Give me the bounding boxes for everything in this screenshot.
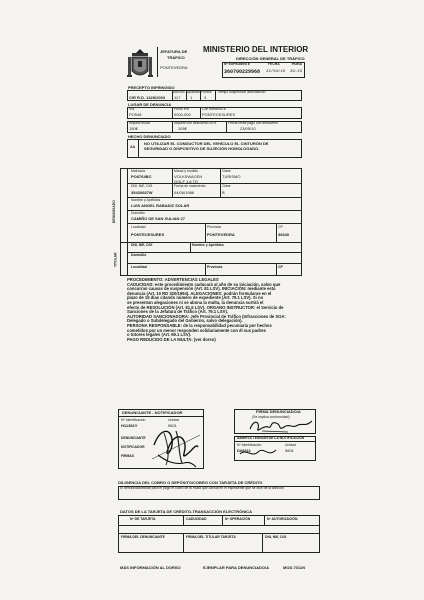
owner-name-label: Nombre y Apellidos — [192, 243, 224, 247]
signature-note: (Se implica conformidad) — [252, 415, 290, 419]
org-line-1: JEFATURA DE — [160, 49, 188, 54]
owner-id-label: DNI, NIE, DOI — [131, 243, 153, 247]
ministry-title: MINISTERIO DEL INTERIOR — [203, 45, 309, 54]
procedure-line: PROCEDIMIENTO: ADVERTENCIAS LEGALES — [127, 277, 219, 282]
org-city: PONTEVEDRA — [160, 65, 188, 70]
driver-zip-label: CP — [278, 225, 283, 229]
birth-value: 04/06/1986 — [174, 190, 195, 195]
header-divider — [157, 47, 158, 77]
vehicle-class-label: Clase — [222, 169, 231, 173]
procedure-line: Delegado o Subdelegado del Gobierno, salvo delegación). — [127, 318, 243, 324]
pending-id-value: D68811 — [237, 448, 251, 453]
fact-title: HECHO DENUNCIADO — [128, 134, 171, 139]
procedure-line: PERSONA RESPONSABLE: de la responsabilidad pecuniaria por hechos — [127, 322, 272, 328]
deposit-note: El denunciado/titular para el pago el cobro de la multa que consta en el expediente que se dice de la sanción — [120, 486, 284, 490]
fact-text-2: SEGURIDAD O DISPOSITIVO DE SUJECIÓN HOMOLOGADO. — [144, 146, 260, 151]
road-value: PO548 — [129, 112, 142, 117]
notifier-unit-label: Unidad — [168, 418, 179, 422]
pending-unit-value: 5601 — [285, 448, 294, 453]
driver-address-value: CAMIÑO DE SAN XULIAN 27 — [131, 216, 186, 221]
card-id-label: DNI, NIE, DOI — [265, 535, 287, 539]
make-label: Marca y modelo — [174, 169, 199, 173]
procedure-line: plazo de 15 días citando número de expediente (Art. 79.1 LSV). Si no — [127, 295, 264, 301]
direction-value: PONTECESURES — [202, 112, 236, 117]
precept-code: CIR R.D. 1428/2003 — [129, 95, 166, 100]
article-value: 117 — [174, 95, 181, 100]
section-label: Apartado — [187, 90, 201, 94]
procedure-line: cometidos por un menor responden solidariamente con él sus padres — [127, 327, 266, 333]
section-value: 1 — [190, 95, 193, 100]
procedure-line: efecto de RESOLUCIÓN (Art. 81.5 LSV). ORGANO INSTRUCTOR: el Servicio de — [127, 304, 284, 310]
auth-label: Nº AUTORIZACIÓN — [267, 517, 298, 521]
amount-label: Importe multa — [129, 121, 150, 125]
signatures-label: FIRMAS — [121, 454, 134, 458]
notifier-id-label: Nº Identificación — [121, 418, 146, 422]
footer-right: MOD.7011N — [283, 565, 306, 570]
road-label: Vía — [129, 107, 135, 111]
complainant-label: DENUNCIANTE — [121, 436, 146, 440]
plate-label: Matrícula — [131, 169, 145, 173]
directorate: DIRECCIÓN GENERAL DE TRÁFICO — [236, 56, 305, 61]
owner-address-label: Domicilio — [131, 253, 147, 257]
operation-label: Nº OPERACIÓN — [225, 517, 251, 521]
holder-sign-label: FIRMA DEL TITULAR TARJETA — [186, 535, 236, 539]
pending-id-label: Nº Identificación — [237, 443, 262, 447]
procedure-line: CADUCIDAD: este procedimiento caducará al año de su iniciación, salvo que — [127, 281, 281, 287]
deadline-label: Fecha límite pago con descuento — [228, 121, 278, 125]
article-label: Artículo — [173, 90, 185, 94]
license-class-value: B — [222, 190, 225, 195]
driver-name-label: Nombre y Apellidos — [131, 198, 161, 202]
driver-address-label: Domicilio — [131, 211, 145, 215]
card-no-label: Nº DE TARJETA — [130, 517, 156, 521]
deposit-title: DILIGENCIA DEL COBRO O DEPÓSITO/COBRO CON TARJETA DE CRÉDITO — [118, 480, 263, 485]
card-title: DATOS DE LA TARJETA DE CRÉDITO-TRANSACCIÓN ELECTRÓNICA — [120, 509, 253, 514]
make-value: VOLKSWAGEN — [174, 174, 203, 179]
discount-value: 105€ — [178, 126, 187, 131]
footer-center: EJEMPLAR PARA DENUNCIADO/A — [203, 565, 270, 570]
signature-title: FIRMA DENUNCIADO/A — [256, 409, 301, 414]
procedure-line: Sanciones de la Jefatura de Tráfico (Art. 79.1 LSV). — [127, 309, 228, 315]
driver-province-value: PONTEVEDRA — [207, 232, 235, 237]
procedure-line: concurran causas de suspensión (Art. 81 LSV). INICIACIÓN: mediante esta — [127, 286, 276, 292]
driver-id-label: DNI, NIE, DOI — [131, 184, 153, 188]
driver-city-label: Localidad — [131, 225, 146, 229]
model-value: GOLF 1.6 TD — [174, 179, 198, 184]
driver-city-value: PONTECESURES — [131, 232, 165, 237]
driver-section-label: DENUNCIADO — [111, 200, 116, 224]
km-value: 0000,000 — [174, 112, 191, 117]
place-title: LUGAR DE DENUNCIA — [128, 102, 172, 107]
suspension-label: Tiempo suspensión autorización — [217, 90, 266, 94]
fact-code: 2A — [130, 144, 136, 149]
coat-of-arms-logo — [126, 47, 154, 83]
file-no: 360700229968 — [224, 69, 261, 75]
driver-name-value: LUIS ANGEL RABADIZ SOLAR — [131, 203, 190, 208]
complainant-sign-label: FIRMA DEL DENUNCIANTE — [121, 535, 165, 539]
plate-value: PO8764BC — [131, 174, 152, 179]
time-label: HORA — [292, 62, 302, 66]
driver-id-value: 35430687W — [131, 190, 153, 195]
vehicle-class-value: TURISMO — [222, 174, 241, 179]
fact-text-1: NO UTILIZAR EL CONDUCTOR DEL VEHÍCULO EL CINTURÓN DE — [144, 141, 269, 146]
owner-section-label: TITULAR — [113, 252, 118, 267]
time-value: 29:23 — [290, 70, 303, 74]
notifier-signature — [150, 425, 202, 469]
driver-province-label: Provincia — [207, 225, 221, 229]
owner-city-label: Localidad — [131, 265, 147, 269]
deadline-value: 23/05/10 — [240, 126, 256, 131]
points-label: Puntos — [201, 90, 212, 94]
file-no-label: Nº EXPEDIENTE — [224, 62, 251, 66]
direction-label: Con dirección a — [202, 107, 226, 111]
org-line-2: TRÁFICO — [167, 55, 185, 60]
owner-zip-label: CP — [278, 265, 283, 269]
notifier-unit-value: 5601 — [168, 423, 177, 428]
accused-signature — [248, 417, 314, 435]
owner-province-label: Provincia — [207, 265, 223, 269]
amount-value: 150€ — [129, 126, 138, 131]
precept-title: PRECEPTO INFRINGIDO — [128, 85, 175, 90]
date-value: 22/04/10 — [266, 70, 286, 74]
points-value: 3 — [204, 95, 207, 100]
procedure-line: se presentan alegaciones ni se abona la multa, la denuncia surtirá el — [127, 299, 264, 305]
footer-left: MÁS INFORMACIÓN AL DORSO — [120, 565, 181, 570]
expiry-label: CADUCIDAD — [186, 517, 207, 521]
pending-unit-label: Unidad — [285, 443, 296, 447]
procedure-line: AUTORIDAD SANCIONADORA: Jefe Provincial de Tráfico (Infracciones de SOA: — [127, 313, 286, 319]
procedure-line: PAGO REDUCIDO DE LA MULTA: (ver dorso) — [127, 336, 216, 342]
procedure-text — [127, 278, 302, 342]
birth-label: Fecha de nacimiento — [174, 184, 206, 188]
procedure-line: denuncia (Art. 10 RD 320/1994). ALEGACIONES: podrán formularse en el — [127, 290, 272, 296]
notifier-title: DENUNCIANTE - NOTIFICADOR — [122, 410, 183, 415]
pending-title: ABIERTA TENSIÓN DE LA NOTIFICACIÓN — [237, 436, 305, 440]
notifier-label: NOTIFICADOR — [121, 445, 145, 449]
discount-label: Importe con descuento 30% — [174, 121, 217, 125]
procedure-line: o tutores legales (Art. 69.1 LSV). — [127, 332, 192, 338]
date-label: FECHA — [268, 62, 280, 66]
license-class-label: Clase — [222, 184, 231, 188]
driver-zip-value: 36640 — [278, 232, 290, 237]
km-label: Punto Km — [174, 107, 189, 111]
notifier-id-value: H11381Y — [121, 423, 138, 428]
